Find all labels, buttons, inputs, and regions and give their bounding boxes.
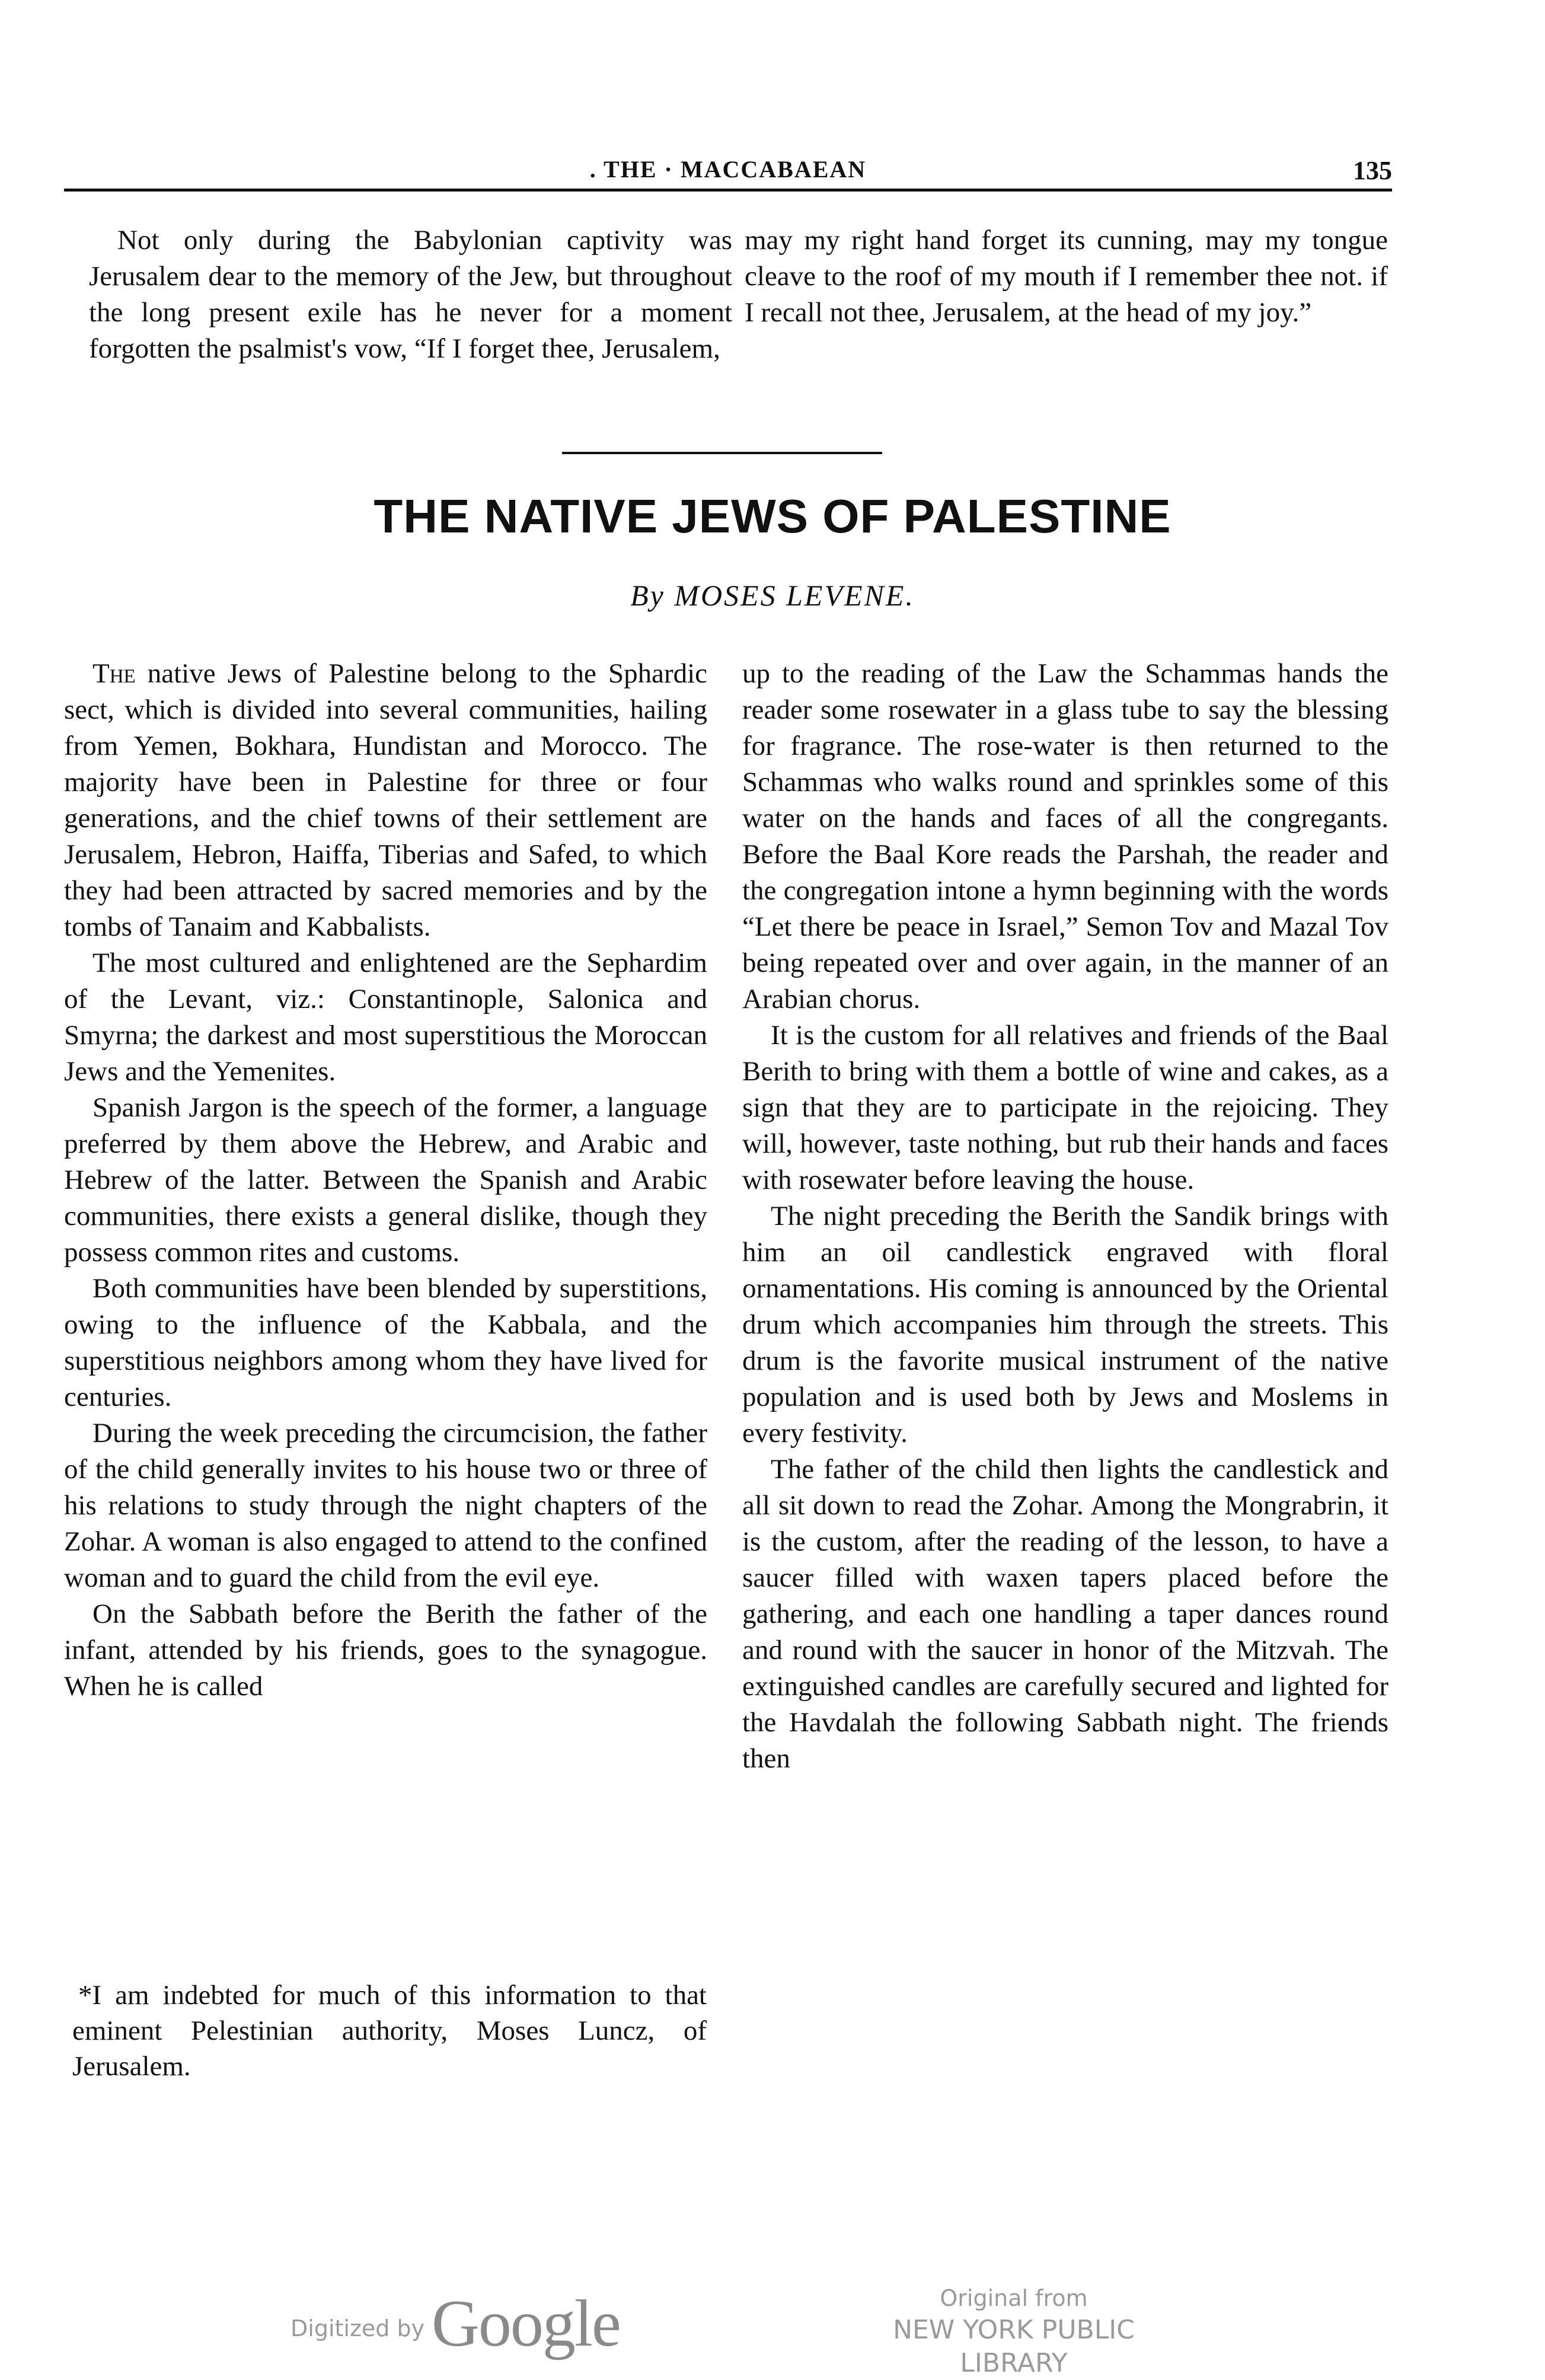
source-watermark	[848, 2283, 1180, 2380]
footnote-text: *I am indebted for much of this information to that eminent Pelestinian authority, Moses Luncz, of Jerusalem.	[72, 1980, 707, 2082]
library-name: NEW YORK PUBLIC LIBRARY	[893, 2315, 1135, 2378]
article-byline: By MOSES LEVENE.	[630, 579, 915, 612]
intro-left-column	[89, 222, 732, 367]
paragraph: The native Jews of Palestine belong to the Sphardic sect, which is divided into several communities, hailing from Yemen, Bokhara, Hundistan and Morocco. The majority have been in Palestine for three or four generations, and the chief towns of their settlement are Jerusalem, Hebron, Haiffa, Tiberias and Safed, to which they had been attracted by sacred memories and by the tombs of Tanaim and Kabbalists.	[64, 658, 708, 942]
intro-left-text: Not only during the Babylonian captivity was Jerusalem dear to the memory of the Jew, but throughout the long present exile has he never for a moment forgotten the psalmist's vow, “If I forget thee, Jerusalem,	[89, 225, 732, 364]
page-number: 135	[1353, 156, 1392, 185]
paragraph: The father of the child then lights the candlestick and all sit down to read the Zohar. Among the Mongrabrin, it is the custom, after the reading of the lesson, to have a saucer filled with waxen tapers placed before the gathering, and each one handling a taper dances round and round with the saucer in honor of the Mitzvah. The extinguished candles are carefully secured and lighted for the Havdalah the following Sabbath night. The friends then	[742, 1454, 1388, 1774]
google-logo: Google	[432, 2287, 620, 2360]
journal-title: . THE · MACCABAEAN	[589, 156, 867, 183]
paragraph: On the Sabbath before the Berith the father of the infant, attended by his friends, goes to the synagogue. When he is called	[64, 1599, 707, 1702]
paragraph: The night preceding the Berith the Sandik brings with him an oil candlestick engraved with floral ornamentations. His coming is announced by the Oriental drum which accompanies him through the streets. This drum is the favorite musical instrument of the native population and is used both by Jews and Moslems in every festivity.	[742, 1201, 1388, 1449]
article-right-column	[742, 656, 1388, 1777]
digitized-label: Digitized by	[291, 2315, 425, 2341]
article-title: THE NATIVE JEWS OF PALESTINE	[374, 490, 1171, 543]
section-divider	[562, 452, 882, 454]
paragraph: Both communities have been blended by superstitions, owing to the influence of the Kabbala, and the superstitious neighbors among whom they have lived for centuries.	[64, 1273, 707, 1412]
intro-right-text: may my right hand forget its cunning, may my tongue cleave to the roof of my mouth if I remember thee not. if I recall not thee, Jerusalem, at the head of my joy.”	[745, 225, 1388, 328]
paragraph: It is the custom for all relatives and friends of the Baal Berith to bring with them a bottle of wine and cakes, as a sign that they are to participate in the rejoicing. They will, however, taste nothing, but rub their hands and faces with rosewater before leaving the house.	[742, 1020, 1388, 1195]
original-from-label: Original from	[940, 2285, 1088, 2311]
intro-right-column	[745, 222, 1388, 331]
running-head	[64, 155, 1392, 191]
footnote	[72, 1977, 707, 2084]
paragraph: Spanish Jargon is the speech of the former, a language preferred by them above the Hebrew, and Arabic and Hebrew of the latter. Between the Spanish and Arabic communities, there exists a general dislike, though they possess common rites and customs.	[64, 1092, 707, 1268]
drop-word: The	[92, 658, 136, 689]
paragraph: The most cultured and enlightened are the Sephardim of the Levant, viz.: Constantinople, Salonica and Smyrna; the darkest and most superstitious the Moroccan Jews and the Yemenites.	[64, 947, 707, 1087]
header-rule	[64, 189, 1392, 192]
paragraph: up to the reading of the Law the Schammas hands the reader some rosewater in a glass tube to say the blessing for fragrance. The rose-water is then returned to the Schammas who walks round and sprinkles some of this water on the hands and faces of all the congregants. Before the Baal Kore reads the Parshah, the reader and the congregation intone a hymn beginning with the words “Let there be peace in Israel,” Semon Tov and Mazal Tov being repeated over and over again, in the manner of an Arabian chorus.	[742, 658, 1388, 1014]
article-left-column	[64, 656, 707, 1705]
paragraph: During the week preceding the circumcision, the father of the child generally invites to his house two or three of his relations to study through the night chapters of the Zohar. A woman is also engaged to attend to the confined woman and to guard the child from the evil eye.	[64, 1418, 707, 1593]
